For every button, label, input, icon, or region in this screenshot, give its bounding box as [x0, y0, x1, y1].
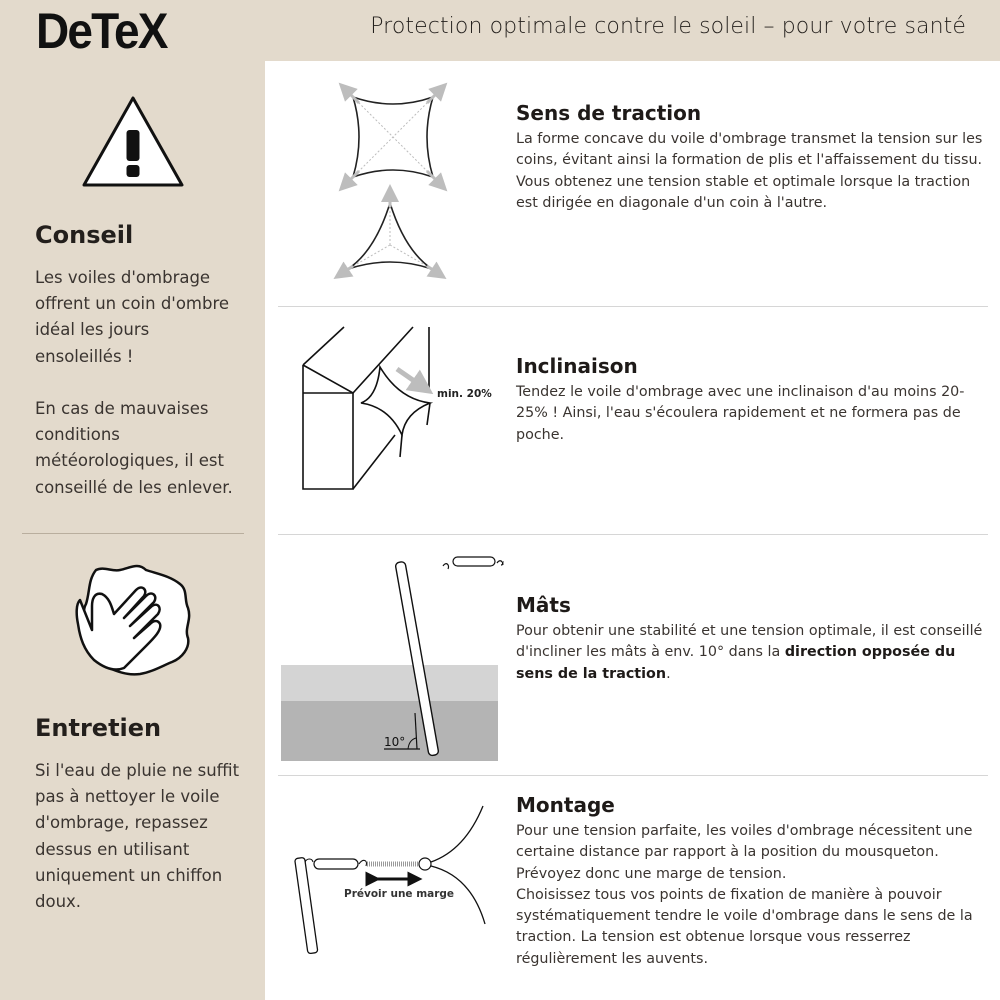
- entretien-title: Entretien: [35, 714, 162, 742]
- section-sens-de-traction: [265, 61, 1000, 307]
- sidebar: [0, 61, 265, 1000]
- section-text: Pour obtenir une stabilité et une tension optimale, il est conseillé d'incliner les mâts à env. 10° dans la direction opposée du sens de la traction.: [516, 623, 983, 682]
- hand-wiping-cloth-icon: [74, 562, 194, 680]
- section-title: Mâts: [516, 593, 571, 617]
- section-title: Inclinaison: [516, 354, 638, 378]
- conseil-title: Conseil: [35, 221, 134, 249]
- section-title: Sens de traction: [516, 101, 702, 125]
- entretien-text: Si l'eau de pluie ne suffit pas à nettoyer le voile d'ombrage, repassez dessus en utilisant uniquement un chiffon doux.: [35, 761, 240, 912]
- section-text-2: Choisissez tous vos points de fixation de manière à pouvoir systématiquement tendre le voile d'ombrage dans le sens de la traction. La tension est obtenue lorsque vous resserrez régulièrement les auvents.: [516, 886, 973, 967]
- section-content: [516, 593, 986, 685]
- conseil-text-2: En cas de mauvaises conditions météorologiques, il est conseillé de les enlever.: [35, 399, 233, 497]
- brand-logo: DeTeX: [36, 3, 167, 59]
- svg-text:10°: 10°: [384, 735, 406, 749]
- emphasis-text: direction opposée du sens de la traction: [516, 644, 956, 682]
- warning-triangle-icon: [80, 94, 186, 190]
- page-tagline: Protection optimale contre le soleil – pour votre santé: [370, 14, 966, 39]
- svg-text:Prévoir une marge: Prévoir une marge: [344, 888, 455, 900]
- svg-text:min. 20%: min. 20%: [437, 388, 492, 400]
- sidebar-divider: [22, 533, 244, 534]
- section-inclinaison: [265, 307, 1000, 534]
- header: [0, 0, 1000, 61]
- mounting-margin-diagram: [265, 776, 505, 1000]
- section-text: Tendez le voile d'ombrage avec une inclinaison d'au moins 20-25% ! Ainsi, l'eau s'écoulera rapidement et ne formera pas de poche.: [516, 384, 965, 443]
- conseil-text-1: Les voiles d'ombrage offrent un coin d'ombre idéal les jours ensoleillés !: [35, 268, 230, 366]
- section-mats: [265, 535, 1000, 775]
- sail-inclination-diagram: [265, 307, 505, 531]
- section-title: Montage: [516, 793, 615, 817]
- section-text-1: Pour une tension parfaite, les voiles d'ombrage nécessitent une certaine distance par rapport à la position du mousqueton. Prévoyez donc une marge de tension.: [516, 823, 973, 882]
- section-content: [516, 793, 986, 970]
- section-content: [516, 101, 986, 214]
- tilted-mast-diagram: [265, 535, 505, 779]
- section-montage: [265, 776, 1000, 1000]
- main-panel: [265, 61, 1000, 1000]
- section-content: [516, 354, 986, 446]
- section-text: La forme concave du voile d'ombrage transmet la tension sur les coins, évitant ainsi la formation de plis et l'affaissement du tissu. Vous obtenez une tension stable et optimale lorsque la traction est dirigée en diagonale d'un coin à l'autre.: [516, 131, 983, 211]
- sail-tension-diagram: [265, 61, 505, 305]
